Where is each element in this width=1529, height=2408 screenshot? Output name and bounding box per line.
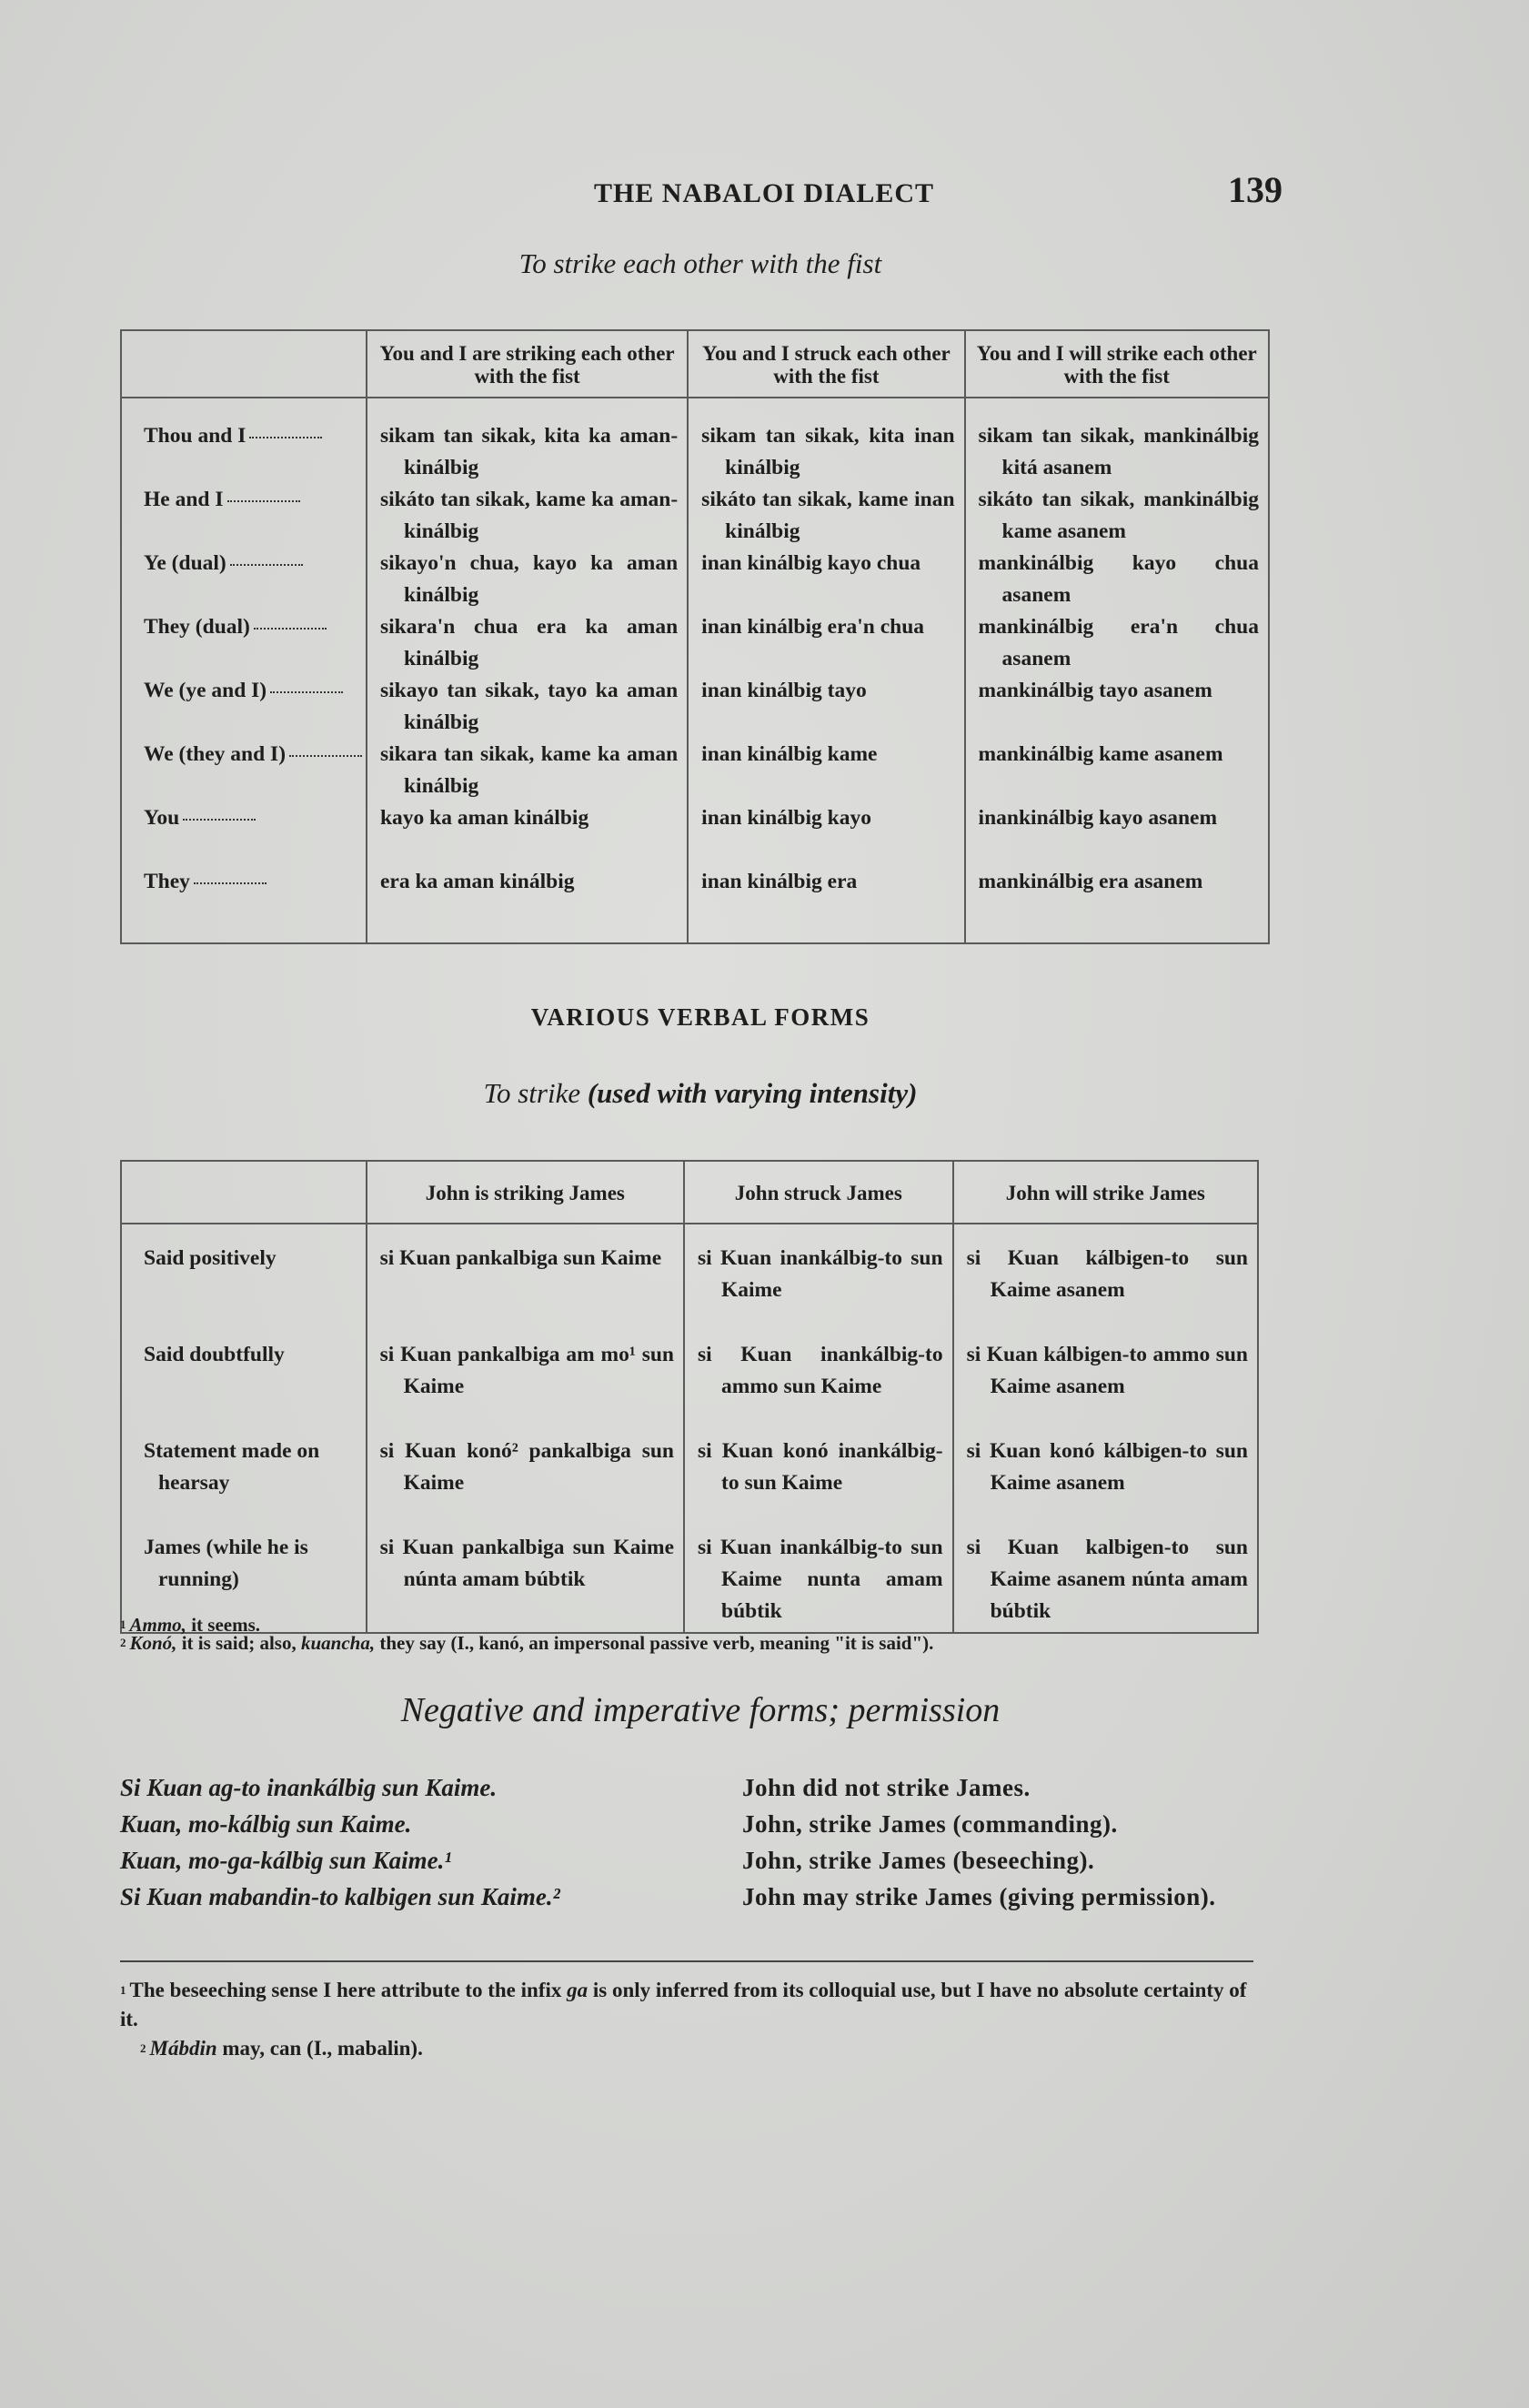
form-cell <box>367 802 687 866</box>
row-label <box>122 1436 366 1532</box>
form-cell <box>367 484 687 548</box>
form-text: mankinálbig era asanem <box>978 870 1203 893</box>
form-text: si Kuan kalbigen-to sun Kaime asanem núnta amam búbtik <box>966 1536 1248 1623</box>
leader-dots <box>289 754 362 757</box>
row-label-text: Said doubtfully <box>144 1343 285 1366</box>
form-cell <box>367 1339 683 1436</box>
table2-caption-main: To strike <box>483 1077 581 1109</box>
form-text: sikam tan sikak, mankinálbig kitá asanem <box>978 424 1259 479</box>
row-label <box>122 675 366 739</box>
row-label-text: We (they and I) <box>144 742 287 766</box>
form-text: si Kuan pankalbiga sun Kaime <box>379 1246 662 1270</box>
row-label <box>122 484 366 548</box>
row-label <box>122 866 366 930</box>
form-cell <box>685 1339 952 1436</box>
form-cell <box>367 739 687 802</box>
form-cell <box>689 866 963 930</box>
page-number: 139 <box>1228 169 1283 210</box>
form-cell <box>689 675 963 739</box>
form-cell <box>954 1532 1257 1628</box>
leader-dots <box>270 690 343 693</box>
table1-future-forms <box>966 420 1268 930</box>
row-label <box>122 1243 366 1339</box>
table1-col-header: You and I will strike each other with the fist <box>965 330 1269 398</box>
row-label-text: Said positively <box>144 1246 277 1270</box>
form-text: si Kuan pankalbiga sun Kaime núnta amam búbtik <box>379 1536 674 1591</box>
form-text: si Kuan konó² pankalbiga sun Kaime <box>379 1439 674 1495</box>
form-text: sikáto tan sikak, mankinálbig kame asanem <box>978 488 1259 543</box>
form-text: si Kuan pankalbiga am mo¹ sun Kaime <box>379 1343 674 1398</box>
form-cell <box>689 548 963 611</box>
form-text: mankinálbig kame asanem <box>978 742 1223 766</box>
row-label <box>122 1339 366 1436</box>
table2-col-header: John will strike James <box>953 1161 1258 1224</box>
leader-dots <box>183 818 256 821</box>
form-cell <box>966 548 1268 611</box>
row-label <box>122 611 366 675</box>
form-cell <box>954 1436 1257 1532</box>
form-text: sikayo tan sikak, tayo ka aman kinálbig <box>379 679 679 734</box>
running-title: THE NABALOI DIALECT <box>593 178 935 208</box>
form-cell <box>685 1243 952 1339</box>
form-text: inan kinálbig tayo <box>701 679 867 702</box>
running-head <box>118 168 1283 211</box>
form-cell <box>685 1532 952 1628</box>
row-label-text: He and I <box>144 488 224 511</box>
table2-col-header: John is striking James <box>367 1161 684 1224</box>
form-text: si Kuan kálbigen-to ammo sun Kaime asanem <box>966 1343 1248 1398</box>
leader-dots <box>254 627 327 630</box>
form-cell <box>966 802 1268 866</box>
row-label-text: They <box>144 870 190 893</box>
example-english-text: John, strike James (beseeching). <box>742 1847 1095 1874</box>
table1-col-header: You and I struck each other with the fist <box>688 330 964 398</box>
form-text: mankinálbig kayo chua asanem <box>978 551 1259 607</box>
form-text: inan kinálbig kayo <box>701 806 871 830</box>
form-cell <box>966 866 1268 930</box>
form-text: mankinálbig tayo asanem <box>978 679 1212 702</box>
page-footnote-2: $^2$ Mábdin may, can (I., mabalin). <box>140 2037 423 2060</box>
form-text: si Kuan inankálbig-to sun Kaime <box>698 1246 943 1302</box>
leader-dots <box>227 499 300 502</box>
example-row <box>120 1842 1266 1879</box>
form-cell <box>689 420 963 484</box>
table2-present-forms <box>367 1243 683 1628</box>
row-label-text: Thou and I <box>144 424 246 448</box>
form-cell <box>689 739 963 802</box>
example-nabaloi-text: Si Kuan mabandin-to kalbigen sun Kaime.² <box>120 1883 560 1910</box>
row-label <box>122 739 366 802</box>
form-text: inan kinálbig era <box>701 870 858 893</box>
form-text: sikayo'n chua, kayo ka aman kinálbig <box>379 551 679 607</box>
form-cell <box>367 611 687 675</box>
example-nabaloi <box>120 1769 720 1806</box>
row-label-text: We (ye and I) <box>144 679 267 702</box>
form-cell <box>367 1532 683 1628</box>
row-label-text: You <box>144 806 180 830</box>
table2-col-header: John struck James <box>684 1161 953 1224</box>
form-text: si Kuan inankálbig-to ammo sun Kaime <box>698 1343 943 1398</box>
form-cell <box>367 1243 683 1339</box>
form-text: inan kinálbig kayo chua <box>701 551 921 575</box>
example-english-text: John may strike James (giving permission). <box>742 1883 1216 1910</box>
footnote-rule <box>120 1960 1253 1962</box>
form-text: si Kuan inankálbig-to sun Kaime nunta amam búbtik <box>698 1536 943 1623</box>
table1 <box>120 329 1270 944</box>
table2-caption <box>118 1077 1283 1110</box>
example-row <box>120 1769 1266 1806</box>
form-text: sikam tan sikak, kita ka aman-kinálbig <box>379 424 679 479</box>
section-heading-negative-forms: Negative and imperative forms; permission <box>400 1691 1001 1729</box>
form-cell <box>966 739 1268 802</box>
row-label <box>122 548 366 611</box>
example-row <box>120 1806 1266 1842</box>
form-text: si Kuan konó inankálbig-to sun Kaime <box>698 1439 943 1495</box>
form-cell <box>367 866 687 930</box>
form-cell <box>685 1436 952 1532</box>
table2-future-forms <box>954 1243 1257 1628</box>
form-cell <box>367 548 687 611</box>
form-cell <box>966 484 1268 548</box>
row-label <box>122 420 366 484</box>
table1-caption: To strike each other with the fist <box>518 247 882 279</box>
example-english <box>720 1806 1266 1842</box>
form-text: sikara tan sikak, kame ka aman kinálbig <box>379 742 679 798</box>
form-cell <box>689 484 963 548</box>
table2-corner <box>121 1161 367 1224</box>
form-text: inankinálbig kayo asanem <box>978 806 1218 830</box>
page-footnotes <box>120 1976 1264 2063</box>
example-english-text: John, strike James (commanding). <box>742 1810 1118 1838</box>
footnote-1: $^1$ Ammo, it seems. <box>120 1614 260 1636</box>
example-nabaloi-text: Si Kuan ag-to inankálbig sun Kaime. <box>120 1774 498 1801</box>
example-english <box>720 1879 1266 1915</box>
table2 <box>120 1160 1259 1634</box>
leader-dots <box>230 563 303 566</box>
example-row <box>120 1879 1266 1915</box>
form-cell <box>966 611 1268 675</box>
table1-present-forms <box>367 420 687 930</box>
page-footnote-1: $^1$ The beseeching sense I here attribute to the infix ga is only inferred from its colloquial use, but I have no absolute certainty of it. <box>120 1979 1247 2030</box>
row-label <box>122 802 366 866</box>
form-text: inan kinálbig era'n chua <box>701 615 925 639</box>
form-cell <box>689 802 963 866</box>
section-heading-verbal-forms: VARIOUS VERBAL FORMS <box>530 1003 870 1031</box>
example-nabaloi <box>120 1879 720 1915</box>
form-text: sikáto tan sikak, kame ka aman-kinálbig <box>379 488 679 543</box>
form-cell <box>367 1436 683 1532</box>
form-cell <box>954 1339 1257 1436</box>
leader-dots <box>249 436 322 438</box>
example-nabaloi <box>120 1806 720 1842</box>
footnote-2: $^2$ Konó, it is said; also, kuancha, they say (I., kanó, an impersonal passive verb, meaning "it is said"). <box>120 1632 934 1654</box>
example-english <box>720 1769 1266 1806</box>
form-text: sikam tan sikak, kita inan kinálbig <box>701 424 955 479</box>
form-text: inan kinálbig kame <box>701 742 878 766</box>
example-nabaloi-text: Kuan, mo-kálbig sun Kaime. <box>120 1810 412 1838</box>
leader-dots <box>194 882 267 884</box>
table2-caption-paren: (used with varying intensity) <box>587 1077 918 1109</box>
form-text: kayo ka aman kinálbig <box>379 806 589 830</box>
form-text: sikáto tan sikak, kame inan kinálbig <box>701 488 955 543</box>
form-text: si Kuan konó kálbigen-to sun Kaime asanem <box>966 1439 1248 1495</box>
form-text: sikara'n chua era ka aman kinálbig <box>379 615 679 670</box>
table1-row-labels <box>122 420 366 930</box>
table1-col-header: You and I are striking each other with the fist <box>367 330 688 398</box>
form-cell <box>367 420 687 484</box>
form-text: mankinálbig era'n chua asanem <box>978 615 1259 670</box>
form-cell <box>367 675 687 739</box>
example-nabaloi <box>120 1842 720 1879</box>
form-text: era ka aman kinálbig <box>379 870 575 893</box>
example-english-text: John did not strike James. <box>742 1774 1031 1801</box>
table2-row-labels <box>122 1243 366 1628</box>
table1-past-forms <box>689 420 963 930</box>
form-cell <box>954 1243 1257 1339</box>
row-label-text: Statement made on hearsay <box>144 1439 320 1495</box>
form-cell <box>689 611 963 675</box>
table1-corner <box>121 330 367 398</box>
table2-past-forms <box>685 1243 952 1628</box>
row-label-text: Ye (dual) <box>144 551 226 575</box>
form-cell <box>966 675 1268 739</box>
example-list <box>120 1769 1266 1915</box>
row-label-text: James (while he is running) <box>144 1536 308 1591</box>
row-label-text: They (dual) <box>144 615 250 639</box>
table2-footnotes <box>120 1616 1264 1652</box>
form-cell <box>966 420 1268 484</box>
form-text: si Kuan kálbigen-to sun Kaime asanem <box>966 1246 1248 1302</box>
example-nabaloi-text: Kuan, mo-ga-kálbig sun Kaime.¹ <box>120 1847 452 1874</box>
example-english <box>720 1842 1266 1879</box>
